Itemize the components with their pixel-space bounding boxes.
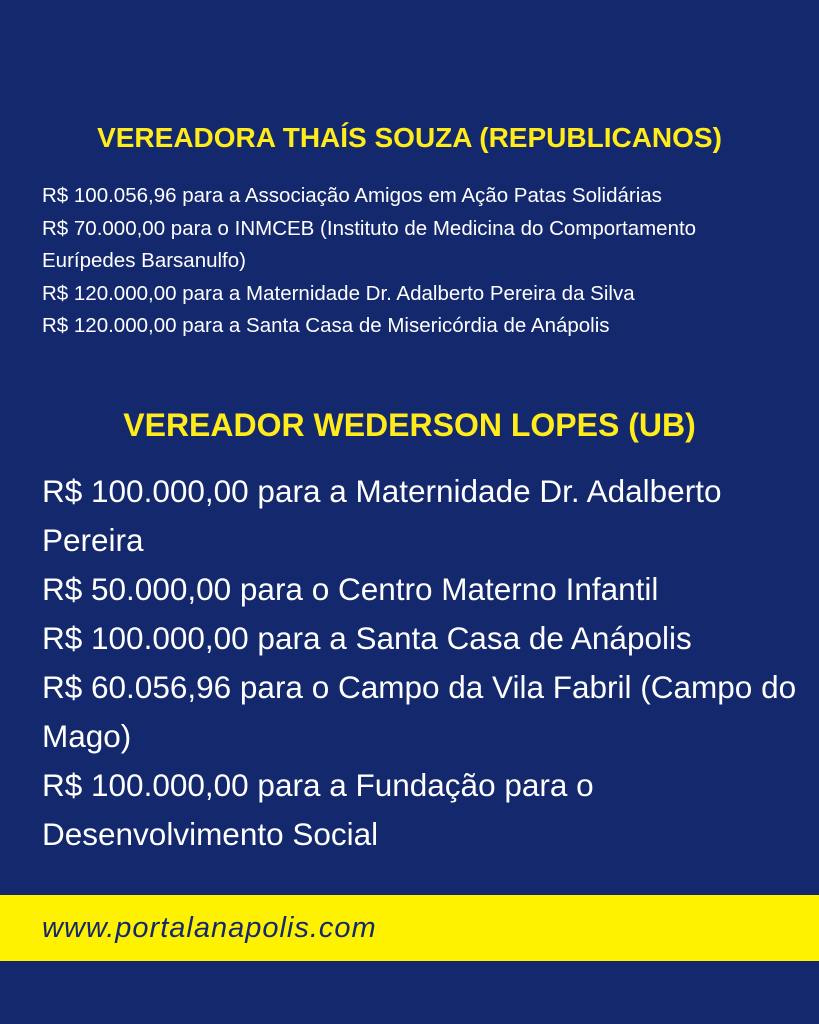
list-item: R$ 120.000,00 para a Santa Casa de Misericórdia de Anápolis [42, 314, 610, 338]
section-title-thais-souza: VEREADORA THAÍS SOUZA (REPUBLICANOS) [97, 122, 722, 153]
amendment-list-thais-souza [42, 180, 792, 343]
list-item: R$ 100.000,00 para a Maternidade Dr. Adalberto Pereira [42, 473, 722, 558]
amendment-list-wederson-lopes [42, 467, 802, 859]
list-item: R$ 60.056,96 para o Campo da Vila Fabril (Campo do Mago) [42, 669, 797, 754]
list-item: R$ 100.000,00 para a Fundação para o Desenvolvimento Social [42, 767, 594, 852]
website-url: www.portalanapolis.com [42, 912, 377, 944]
list-item: R$ 70.000,00 para o INMCEB (Instituto de Medicina do Comportamento Eurípedes Barsanulfo) [42, 216, 697, 273]
list-item: R$ 100.000,00 para a Santa Casa de Anápolis [42, 620, 692, 656]
list-item: R$ 100.056,96 para a Associação Amigos em Ação Patas Solidárias [42, 184, 662, 207]
footer-band [0, 895, 819, 961]
section-title-wederson-lopes: VEREADOR WEDERSON LOPES (UB) [123, 407, 696, 443]
list-item: R$ 120.000,00 para a Maternidade Dr. Adalberto Pereira da Silva [42, 281, 635, 305]
list-item: R$ 50.000,00 para o Centro Materno Infantil [42, 571, 659, 607]
